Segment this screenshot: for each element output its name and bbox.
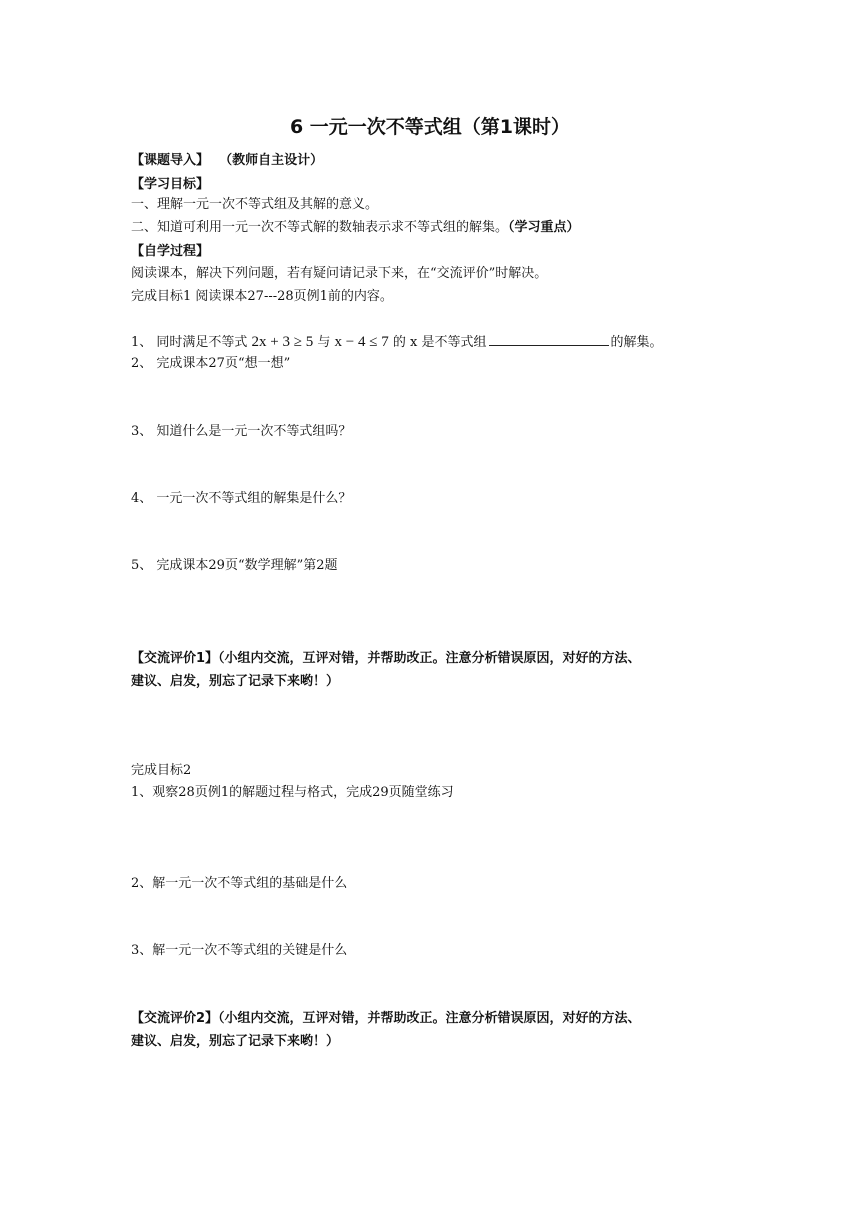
goal-2-emphasis: （学习重点） <box>508 220 580 235</box>
target-2-question-3: 3、解一元一次不等式组的关键是什么 <box>131 943 348 958</box>
intro-heading: 【课题导入】 <box>131 153 210 168</box>
eval-2-line-1 <box>131 1010 641 1028</box>
goal-2: 二、知道可利用一元一次不等式解的数轴表示求不等式组的解集。 <box>131 220 509 235</box>
question-4: 4、 一元一次不等式组的解集是什么？ <box>131 491 352 506</box>
eval-2-text-2: 建议、启发，别忘了记录下来哟！） <box>131 1034 340 1049</box>
target-1: 完成目标1 阅读课本27---28页例1前的内容。 <box>131 289 393 304</box>
process-intro: 阅读课本，解决下列问题，若有疑问请记录下来，在“交流评价”时解决。 <box>131 266 548 281</box>
q1-inequality-2: x − 4 ≤ 7 <box>334 334 389 350</box>
goal-1: 一、理解一元一次不等式组及其解的意义。 <box>131 197 379 212</box>
question-1 <box>131 332 663 352</box>
q1-mid: 与 <box>317 335 331 350</box>
q1-inequality-1: 2x + 3 ≥ 5 <box>251 334 314 350</box>
eval-2-label: 【交流评价2】 <box>131 1011 219 1026</box>
process-heading: 【自学过程】 <box>131 244 210 259</box>
target-2-question-2: 2、解一元一次不等式组的基础是什么 <box>131 876 348 891</box>
q1-suffix-a: 的 x 是不等式组 <box>392 335 487 350</box>
eval-2-text-1: （小组内交流，互评对错，并帮助改正。注意分析错误原因，对好的方法、 <box>218 1011 641 1026</box>
q1-prefix: 1、 同时满足不等式 <box>131 335 248 350</box>
question-3: 3、 知道什么是一元一次不等式组吗？ <box>131 424 352 439</box>
answer-blank[interactable] <box>489 332 609 346</box>
eval-1-label: 【交流评价1】 <box>131 651 219 666</box>
intro-line <box>131 152 323 170</box>
question-2: 2、 完成课本27页“想一想” <box>131 356 291 371</box>
question-5: 5、 完成课本29页“数学理解”第2题 <box>131 558 338 573</box>
goals-heading: 【学习目标】 <box>131 177 210 192</box>
q1-suffix-b: 的解集。 <box>610 335 663 350</box>
target-2-heading: 完成目标2 <box>131 763 192 778</box>
intro-note: （教师自主设计） <box>219 153 324 168</box>
eval-1-text-1: （小组内交流，互评对错，并帮助改正。注意分析错误原因，对好的方法、 <box>218 651 641 666</box>
eval-1-text-2: 建议、启发，别忘了记录下来哟！） <box>131 674 340 689</box>
goal-2-line <box>131 219 580 237</box>
target-2-question-1: 1、观察28页例1的解题过程与格式，完成29页随堂练习 <box>131 785 454 800</box>
page-title: 6 一元一次不等式组（第1课时） <box>289 116 571 138</box>
eval-1-line-1 <box>131 650 641 668</box>
